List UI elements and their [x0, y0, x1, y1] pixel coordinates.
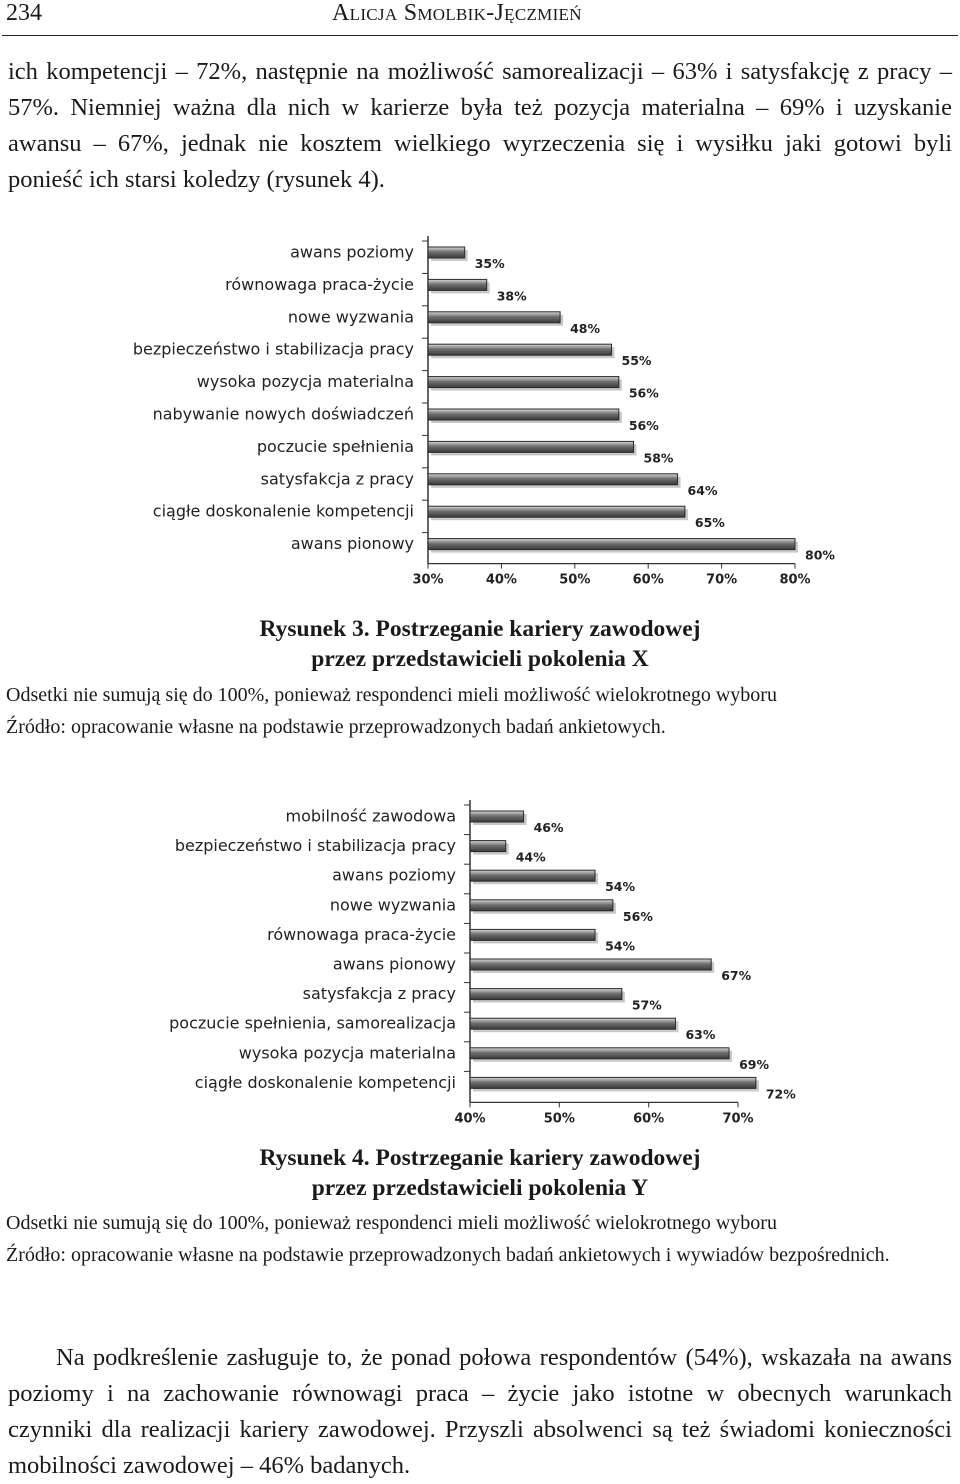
- category-label: nabywanie nowych doświadczeń: [152, 404, 414, 424]
- figure-4-caption-line1: Rysunek 4. Postrzeganie kariery zawodowej: [259, 1145, 701, 1171]
- category-label: ciągłe doskonalenie kompetencji: [152, 501, 414, 521]
- category-label: wysoka pozycja materialna: [196, 372, 414, 392]
- bar: [428, 441, 634, 452]
- x-tick-label: 40%: [485, 572, 517, 588]
- category-label: nowe wyzwania: [329, 895, 456, 915]
- intro-paragraph: ich kompetencji – 72%, następnie na możliwość samorealizacji – 63% i satysfakcję z pracy – 57%. Niemniej ważna dla nich w karierze była też pozycja materialna – 69% i uzyskanie awansu – 67%, jednak nie kosztem wielkiego wyrzeczenia się i wysiłku jaki gotowi byli ponieść ich starsi koledzy (rysunek 4).: [8, 58, 952, 193]
- x-tick-label: 50%: [543, 1111, 575, 1127]
- figure-3-caption-line2: przez przedstawicieli pokolenia X: [311, 646, 649, 672]
- figure-3-source: Źródło: opracowanie własne na podstawie przeprowadzonych badań ankietowych.: [6, 716, 666, 738]
- page-number: 234: [6, 0, 42, 26]
- bar: [470, 870, 595, 881]
- category-label: awans poziomy: [332, 865, 456, 885]
- bar: [470, 929, 595, 940]
- figure-3-caption: [0, 614, 960, 674]
- category-label: bezpieczeństwo i stabilizacja pracy: [174, 836, 456, 856]
- bar: [428, 377, 619, 388]
- value-label: 35%: [474, 256, 505, 271]
- x-tick-label: 60%: [632, 572, 664, 588]
- bar: [428, 344, 612, 355]
- category-label: poczucie spełnienia, samorealizacja: [169, 1013, 456, 1033]
- value-label: 46%: [533, 820, 564, 835]
- value-label: 56%: [628, 385, 659, 401]
- closing-paragraph: Na podkreślenie zasługuje to, że ponad połowa respondentów (54%), wskazała na awans poziomy i na zachowanie równowagi praca – życie jako istotne w obecnych warunkach czynniki dla realizacji kariery zawodowej. Przyszli absolwenci są też świadomi konieczności mobilności zawodowej – 46% badanych.: [8, 1344, 952, 1479]
- bar: [470, 959, 711, 970]
- bar: [470, 811, 524, 822]
- value-label: 55%: [621, 353, 652, 369]
- x-tick-label: 50%: [559, 572, 591, 588]
- bar: [470, 841, 506, 852]
- bar: [470, 1048, 729, 1059]
- x-tick-label: 70%: [722, 1111, 754, 1127]
- value-label: 56%: [628, 418, 659, 433]
- value-label: 48%: [570, 320, 601, 336]
- value-label: 65%: [694, 515, 725, 531]
- value-label: 64%: [687, 482, 718, 498]
- category-label: wysoka pozycja materialna: [238, 1043, 456, 1063]
- value-label: 54%: [605, 879, 635, 895]
- x-tick-label: 60%: [633, 1111, 665, 1127]
- bar: [428, 539, 795, 550]
- bar: [428, 506, 685, 517]
- figure-4-note: Odsetki nie sumują się do 100%, ponieważ respondenci mieli możliwość wielokrotnego wyboru: [6, 1212, 777, 1234]
- category-label: satysfakcja z pracy: [260, 469, 414, 489]
- bar: [470, 1018, 675, 1029]
- page-header: [0, 0, 960, 34]
- value-label: 44%: [515, 849, 546, 865]
- value-label: 80%: [805, 547, 835, 563]
- value-label: 58%: [643, 450, 674, 466]
- category-label: ciągłe doskonalenie kompetencji: [194, 1072, 456, 1092]
- bar: [428, 247, 465, 258]
- value-label: 54%: [605, 938, 635, 954]
- bar: [470, 1077, 756, 1088]
- figure-4-bar-chart: [0, 780, 960, 1132]
- value-label: 56%: [622, 908, 653, 924]
- figure-3-caption-line1: Rysunek 3. Postrzeganie kariery zawodowej: [259, 616, 701, 642]
- running-head: Alicja Smolbik-Jęczmień: [332, 0, 582, 26]
- bar: [428, 279, 487, 290]
- bar: [428, 409, 619, 420]
- bar: [428, 474, 678, 485]
- category-label: nowe wyzwania: [287, 307, 414, 327]
- category-label: równowaga praca-życie: [225, 274, 414, 294]
- bar: [470, 900, 613, 911]
- value-label: 69%: [739, 1056, 769, 1072]
- category-label: satysfakcja z pracy: [302, 984, 456, 1004]
- x-tick-label: 30%: [412, 572, 444, 588]
- category-label: mobilność zawodowa: [285, 806, 456, 826]
- category-label: awans pionowy: [332, 954, 456, 974]
- x-tick-label: 70%: [706, 572, 738, 588]
- figure-4-caption-line2: przez przedstawicieli pokolenia Y: [311, 1175, 649, 1201]
- category-label: bezpieczeństwo i stabilizacja pracy: [132, 339, 414, 359]
- value-label: 63%: [685, 1027, 716, 1043]
- x-tick-label: 40%: [454, 1111, 486, 1127]
- value-label: 57%: [631, 997, 662, 1013]
- category-label: równowaga praca-życie: [267, 924, 456, 944]
- bar: [428, 312, 560, 323]
- value-label: 67%: [721, 968, 752, 983]
- category-label: awans pionowy: [290, 534, 414, 554]
- category-label: poczucie spełnienia: [256, 436, 414, 456]
- figure-3-note: Odsetki nie sumują się do 100%, ponieważ respondenci mieli możliwość wielokrotnego wyboru: [6, 684, 777, 706]
- bar: [470, 989, 622, 1000]
- figure-4-source: Źródło: opracowanie własne na podstawie przeprowadzonych badań ankietowych i wywiadów bezpośrednich.: [6, 1244, 890, 1266]
- x-tick-label: 80%: [779, 572, 811, 588]
- category-label: awans poziomy: [290, 242, 414, 262]
- value-label: 38%: [496, 288, 527, 304]
- header-rule: [2, 35, 958, 36]
- figure-3-bar-chart: [0, 228, 960, 600]
- figure-4-caption: [0, 1143, 960, 1203]
- value-label: 72%: [765, 1086, 796, 1102]
